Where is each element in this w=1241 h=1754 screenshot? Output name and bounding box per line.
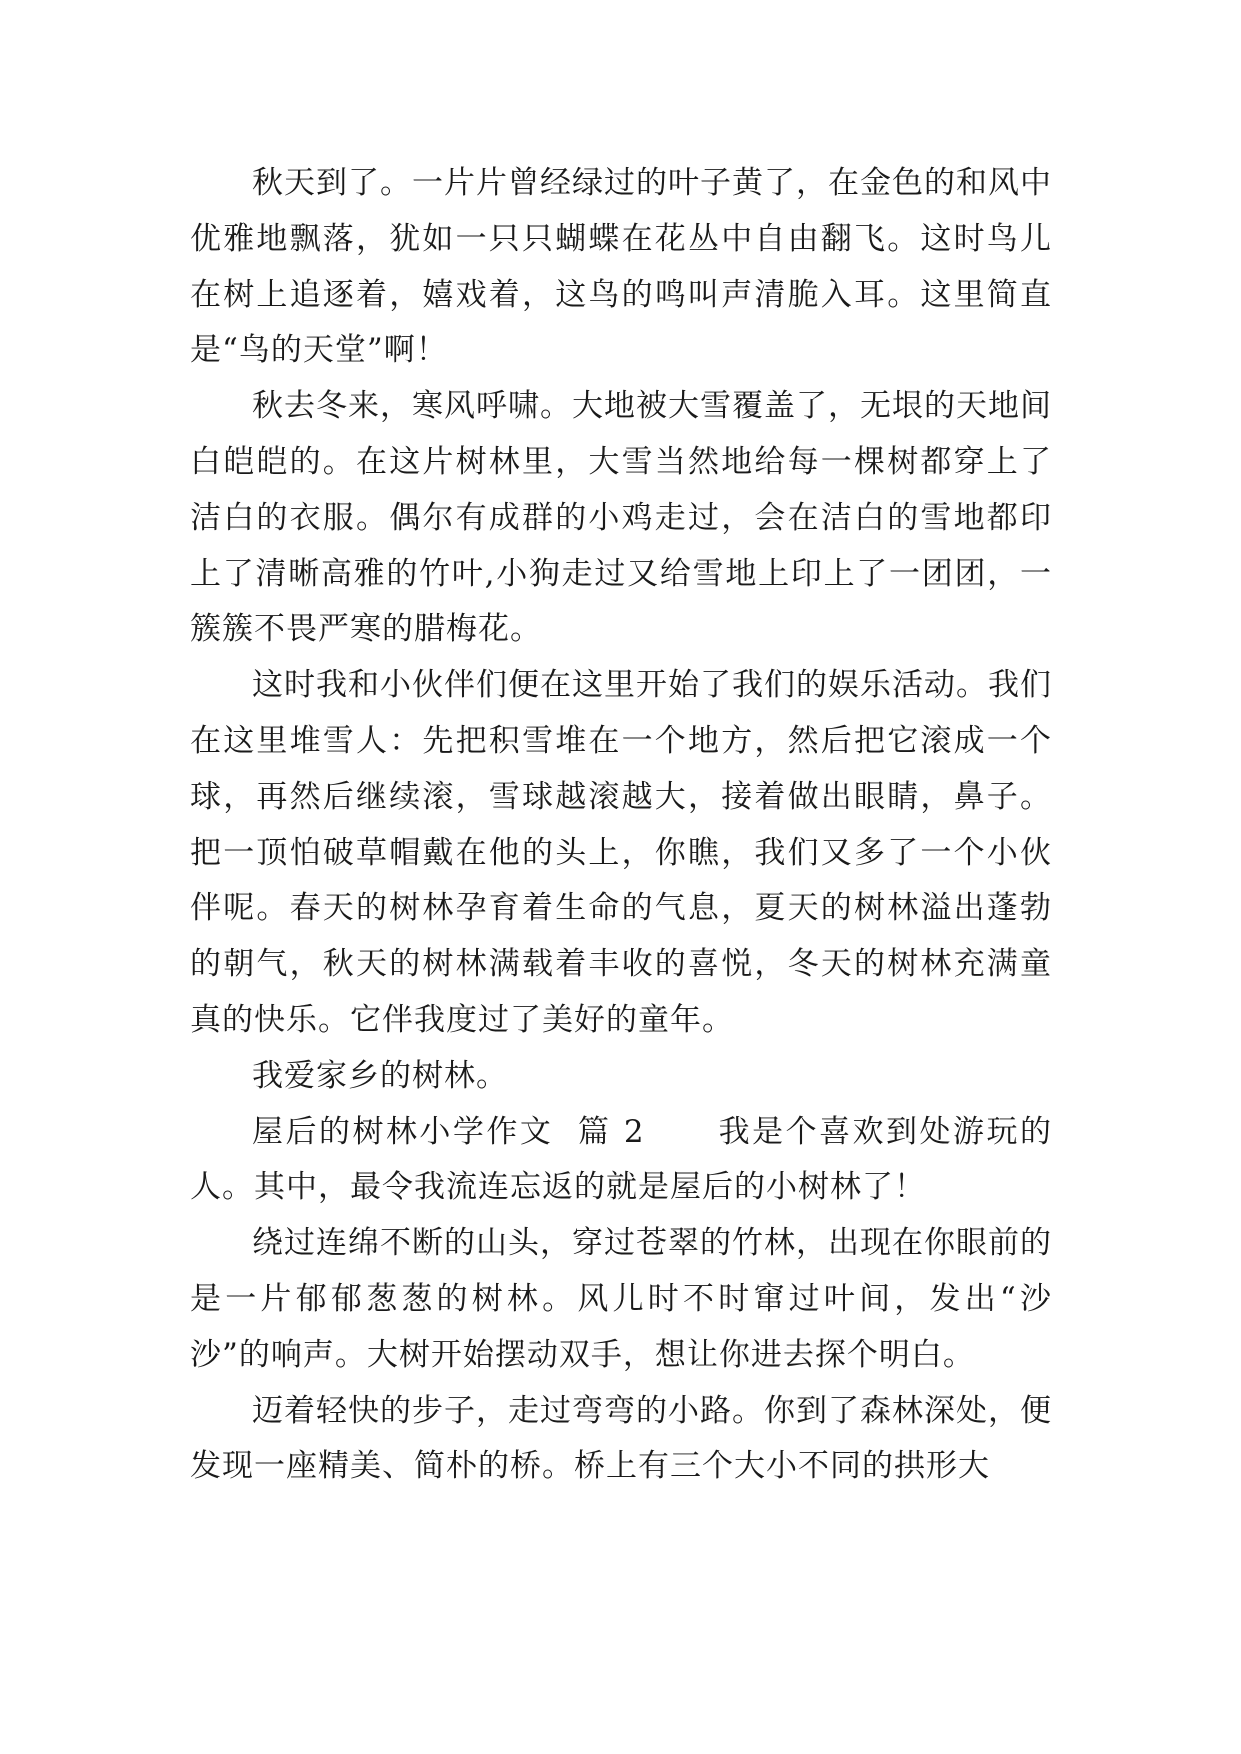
- paragraph-autumn: 秋天到了。一片片曾经绿过的叶子黄了，在金色的和风中优雅地飘落，犹如一只只蝴蝶在花丛中自由翻飞。这时鸟儿在树上追逐着，嬉戏着，这鸟的鸣叫声清脆入耳。这里简直是“鸟的天堂”啊！: [190, 165, 1052, 369]
- paragraph-winter: 秋去冬来，寒风呼啸。大地被大雪覆盖了，无垠的天地间白皑皑的。在这片树林里，大雪当然地给每一棵树都穿上了洁白的衣服。偶尔有成群的小鸡走过，会在洁白的雪地都印上了清晰高雅的竹叶,小狗走过又给雪地上印上了一团团，一簇簇不畏严寒的腊梅花。: [190, 388, 1052, 648]
- paragraph-love-forest: 我爱家乡的树林。: [252, 1057, 508, 1094]
- paragraph-essay-2-intro: 屋后的树林小学作文 篇 2 我是个喜欢到处游玩的人。其中，最令我流连忘返的就是屋后的小树林了！: [190, 1113, 1052, 1206]
- paragraph-forest-entrance: 绕过连绵不断的山头，穿过苍翠的竹林，出现在你眼前的是一片郁郁葱葱的树林。风儿时不时窜过叶间，发出“沙沙”的响声。大树开始摆动双手，想让你进去探个明白。: [190, 1225, 1052, 1373]
- paragraph-snowman: 这时我和小伙伴们便在这里开始了我们的娱乐活动。我们在这里堆雪人：先把积雪堆在一个地方，然后把它滚成一个球，再然后继续滚，雪球越滚越大，接着做出眼睛，鼻子。把一顶怕破草帽戴在他的头上，你瞧，我们又多了一个小伙伴呢。春天的树林孕育着生命的气息，夏天的树林溢出蓬勃的朝气，秋天的树林满载着丰收的喜悦，冬天的树林充满童真的快乐。它伴我度过了美好的童年。: [190, 667, 1052, 1038]
- paragraph-bridge: 迈着轻快的步子，走过弯弯的小路。你到了森林深处，便发现一座精美、简朴的桥。桥上有三个大小不同的拱形大: [190, 1392, 1052, 1485]
- document-body: [190, 156, 1052, 1495]
